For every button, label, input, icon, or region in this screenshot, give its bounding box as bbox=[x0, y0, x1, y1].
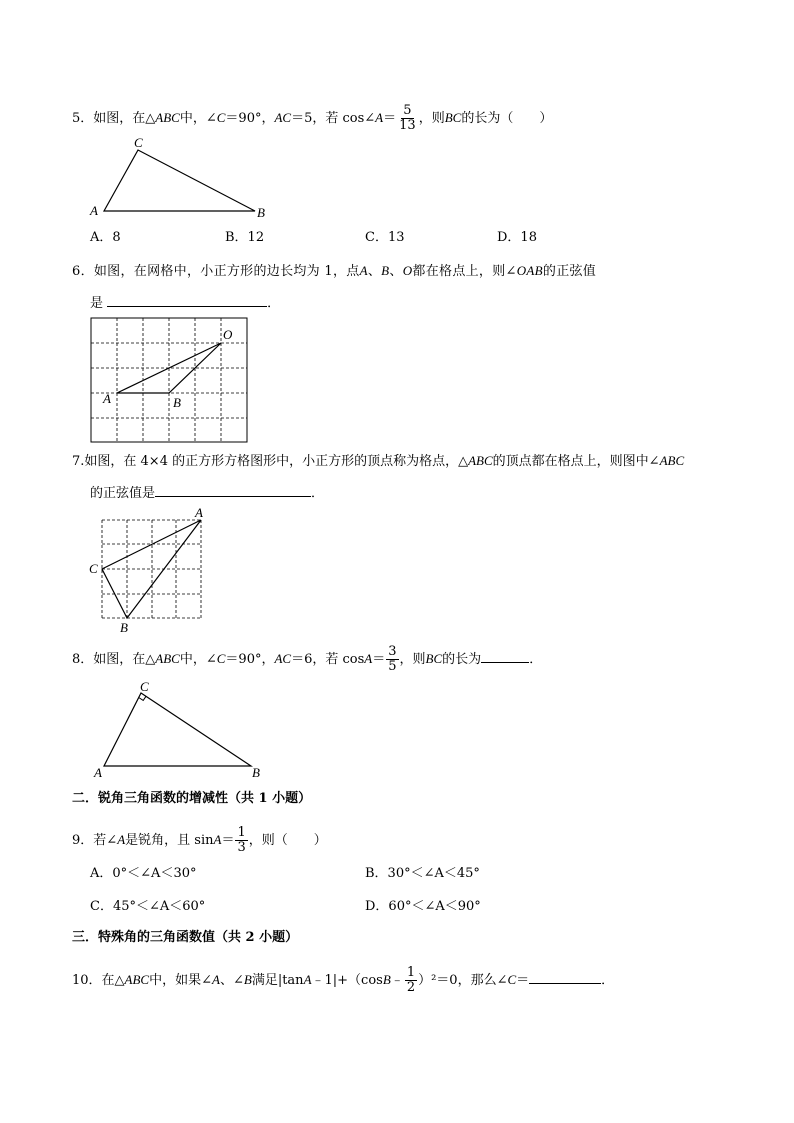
q5-option-b: B．12 bbox=[225, 230, 265, 245]
q5-option-a: A．8 bbox=[90, 230, 121, 245]
q5-option-d: D．18 bbox=[497, 230, 537, 245]
q6-label-a: A bbox=[103, 391, 111, 406]
q6-text-line2: 是 ． bbox=[90, 296, 281, 311]
q5-option-c: C．13 bbox=[365, 230, 405, 245]
q6-label-o: O bbox=[223, 327, 233, 342]
q9-fraction: $\frac{1}{3}$ bbox=[237, 825, 246, 855]
section-title-3: 三．特殊角的三角函数值（共 2 小题） bbox=[72, 930, 299, 945]
q6-text-line1: 6．如图，在网格中，小正方形的边长均为 1，点A、B、O都在格点上，则∠OAB的正弦值 bbox=[72, 263, 597, 279]
q8-label-b: B bbox=[252, 765, 260, 780]
q8-label-a: A bbox=[94, 765, 102, 780]
q10-fraction: $\frac{1}{2}$ bbox=[406, 965, 416, 995]
q9-option-a: A．0°＜∠A＜30° bbox=[90, 866, 197, 881]
q8-fraction: $\frac{3}{5}$ bbox=[388, 644, 397, 674]
q8-right-angle-mark bbox=[139, 696, 146, 700]
q5-label-b: B bbox=[257, 205, 265, 220]
q5-fraction: $\frac{5}{13}$ bbox=[399, 103, 416, 133]
q10-answer-blank[interactable] bbox=[529, 971, 601, 984]
q7-label-b: B bbox=[120, 620, 128, 635]
q8-label-c: C bbox=[140, 679, 149, 694]
q10-text: 10．在△ABC中，如果∠A、∠B满足|tanA﹣1|+（cosB﹣ $\frac{1}{2}$ ）²＝0，那么∠C＝ ． bbox=[72, 965, 615, 995]
q9-text: 9．若∠A是锐角，且 sinA＝ $\frac{1}{3}$ ，则（ ） bbox=[72, 825, 327, 855]
q5-label-c: C bbox=[134, 135, 143, 150]
q6-label-b: B bbox=[173, 395, 181, 410]
section-title-2: 二．锐角三角函数的增减性（共 1 小题） bbox=[72, 791, 312, 806]
q7-label-c: C bbox=[89, 561, 98, 576]
q5-text: 5．如图，在△ABC中，∠C＝90°，AC＝5，若 cos∠A＝ $\frac{5}{13}$ ，则BC的长为（ ） bbox=[72, 103, 553, 133]
q9-option-c: C．45°＜∠A＜60° bbox=[90, 899, 206, 914]
q5-label-a: A bbox=[90, 203, 98, 218]
q7-text-line1: 7.如图，在 4×4 的正方形方格图形中，小正方形的顶点称为格点，△ABC的顶点都在格点上，则图中∠ABC bbox=[72, 453, 685, 469]
q9-option-b: B．30°＜∠A＜45° bbox=[365, 866, 480, 881]
q7-label-a: A bbox=[195, 505, 203, 520]
q8-text: 8．如图，在△ABC中，∠C＝90°，AC＝6，若 cosA＝ $\frac{3}{5}$ ，则BC的长为 ． bbox=[72, 644, 543, 674]
q9-option-d: D．60°＜∠A＜90° bbox=[365, 899, 481, 914]
q8-triangle bbox=[104, 693, 251, 766]
q7-text-line2: 的正弦值是 ． bbox=[90, 486, 325, 501]
